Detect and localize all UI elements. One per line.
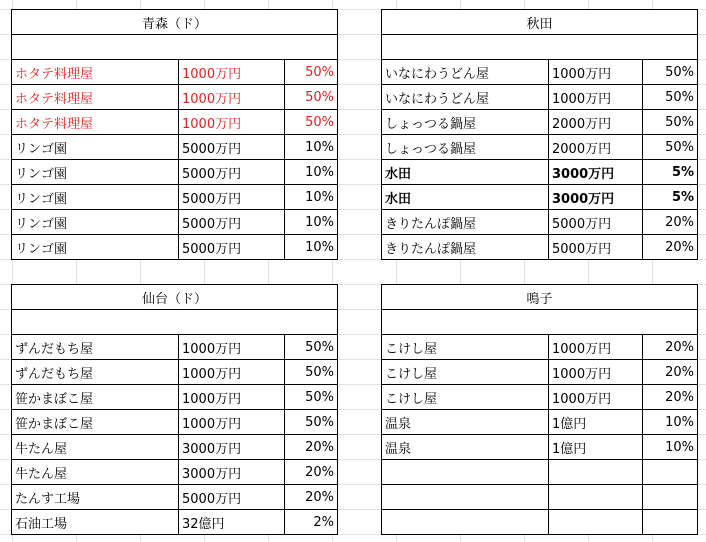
pct-cell[interactable]: 10%	[285, 185, 338, 210]
name-cell[interactable]: リンゴ園	[12, 235, 179, 260]
table-row	[12, 60, 338, 85]
amount-cell[interactable]: 1000万円	[179, 385, 285, 410]
amount-cell[interactable]: 3000万円	[549, 185, 643, 210]
amount-cell[interactable]: 1億円	[549, 435, 643, 460]
pct-cell[interactable]: 5%	[643, 185, 698, 210]
pct-cell[interactable]: 20%	[643, 385, 698, 410]
amount-cell[interactable]: 1000万円	[549, 60, 643, 85]
table-row	[382, 85, 698, 110]
table-row	[12, 85, 338, 110]
akita-blank-cell[interactable]	[382, 35, 698, 60]
name-cell[interactable]: 温泉	[382, 435, 549, 460]
table-row	[382, 160, 698, 185]
table-row	[382, 235, 698, 260]
table-row	[12, 510, 338, 535]
pct-cell[interactable]: 20%	[285, 485, 338, 510]
name-cell[interactable]: ホタテ料理屋	[12, 85, 179, 110]
amount-cell[interactable]: 1億円	[549, 410, 643, 435]
table-row	[382, 335, 698, 360]
aomori-blank-cell[interactable]	[12, 35, 338, 60]
name-cell[interactable]: こけし屋	[382, 360, 549, 385]
pct-cell[interactable]: 10%	[643, 410, 698, 435]
pct-cell[interactable]: 5%	[643, 160, 698, 185]
amount-cell[interactable]: 5000万円	[179, 160, 285, 185]
name-cell[interactable]: 温泉	[382, 410, 549, 435]
amount-cell[interactable]: 3000万円	[179, 435, 285, 460]
name-cell[interactable]: きりたんぽ鍋屋	[382, 210, 549, 235]
pct-cell[interactable]: 50%	[285, 360, 338, 385]
table-row	[12, 135, 338, 160]
table-row	[382, 510, 698, 535]
table-row	[12, 435, 338, 460]
name-cell[interactable]: リンゴ園	[12, 160, 179, 185]
amount-cell[interactable]: 1000万円	[179, 410, 285, 435]
amount-cell[interactable]: 2000万円	[549, 135, 643, 160]
pct-cell[interactable]: 50%	[285, 385, 338, 410]
name-cell[interactable]: こけし屋	[382, 385, 549, 410]
amount-cell[interactable]	[549, 460, 643, 485]
pct-cell[interactable]: 20%	[285, 460, 338, 485]
pct-cell[interactable]: 20%	[643, 235, 698, 260]
name-cell[interactable]: こけし屋	[382, 335, 549, 360]
amount-cell[interactable]: 5000万円	[179, 135, 285, 160]
amount-cell[interactable]: 1000万円	[549, 85, 643, 110]
amount-cell[interactable]: 1000万円	[179, 335, 285, 360]
pct-cell[interactable]: 50%	[643, 110, 698, 135]
pct-cell[interactable]	[643, 510, 698, 535]
name-cell[interactable]: しょっつる鍋屋	[382, 110, 549, 135]
name-cell[interactable]	[382, 510, 549, 535]
table-row	[12, 385, 338, 410]
pct-cell[interactable]: 10%	[285, 210, 338, 235]
name-cell[interactable]: リンゴ園	[12, 185, 179, 210]
name-cell[interactable]: 牛たん屋	[12, 460, 179, 485]
pct-cell[interactable]	[643, 460, 698, 485]
amount-cell[interactable]	[549, 510, 643, 535]
pct-cell[interactable]: 2%	[285, 510, 338, 535]
amount-cell[interactable]: 5000万円	[179, 185, 285, 210]
akita-title-cell[interactable]: 秋田	[382, 10, 698, 35]
amount-cell[interactable]: 3000万円	[179, 460, 285, 485]
table-row	[12, 210, 338, 235]
amount-cell[interactable]: 3000万円	[549, 160, 643, 185]
pct-cell[interactable]: 50%	[643, 60, 698, 85]
amount-cell[interactable]: 1000万円	[549, 360, 643, 385]
amount-cell[interactable]: 1000万円	[179, 60, 285, 85]
pct-cell[interactable]	[643, 485, 698, 510]
amount-cell[interactable]: 5000万円	[179, 235, 285, 260]
amount-cell[interactable]: 5000万円	[179, 210, 285, 235]
table-row	[382, 135, 698, 160]
name-cell[interactable]: ずんだもち屋	[12, 360, 179, 385]
name-cell[interactable]: 水田	[382, 185, 549, 210]
name-cell[interactable]: ホタテ料理屋	[12, 60, 179, 85]
name-cell[interactable]	[382, 460, 549, 485]
name-cell[interactable]: リンゴ園	[12, 210, 179, 235]
pct-cell[interactable]: 50%	[285, 60, 338, 85]
name-cell[interactable]: ホタテ料理屋	[12, 110, 179, 135]
table-row	[382, 110, 698, 135]
table-row	[12, 235, 338, 260]
table-row	[382, 485, 698, 510]
pct-cell[interactable]: 10%	[285, 135, 338, 160]
amount-cell[interactable]: 2000万円	[549, 110, 643, 135]
name-cell[interactable]: ずんだもち屋	[12, 335, 179, 360]
sendai-blank-cell[interactable]	[12, 310, 338, 335]
sendai-title-cell[interactable]: 仙台（ド）	[12, 285, 338, 310]
name-cell[interactable]: 笹かまぼこ屋	[12, 385, 179, 410]
pct-cell[interactable]: 10%	[643, 435, 698, 460]
table-row	[382, 435, 698, 460]
naruko-table	[381, 284, 698, 535]
table-row	[12, 485, 338, 510]
name-cell[interactable]: いなにわうどん屋	[382, 60, 549, 85]
table-row	[12, 335, 338, 360]
name-cell[interactable]: 石油工場	[12, 510, 179, 535]
pct-cell[interactable]: 50%	[643, 135, 698, 160]
amount-cell[interactable]: 5000万円	[549, 235, 643, 260]
name-cell[interactable]: 笹かまぼこ屋	[12, 410, 179, 435]
table-row	[382, 360, 698, 385]
amount-cell[interactable]: 5000万円	[179, 485, 285, 510]
table-row	[12, 360, 338, 385]
table-row	[382, 60, 698, 85]
name-cell[interactable]: たんす工場	[12, 485, 179, 510]
table-row	[12, 160, 338, 185]
name-cell[interactable]: 牛たん屋	[12, 435, 179, 460]
name-cell[interactable]: 水田	[382, 160, 549, 185]
aomori-table	[11, 9, 338, 260]
table-row	[382, 410, 698, 435]
table-row	[382, 385, 698, 410]
amount-cell[interactable]: 5000万円	[549, 210, 643, 235]
name-cell[interactable]: いなにわうどん屋	[382, 85, 549, 110]
name-cell[interactable]: リンゴ園	[12, 135, 179, 160]
amount-cell[interactable]: 1000万円	[549, 335, 643, 360]
name-cell[interactable]: しょっつる鍋屋	[382, 135, 549, 160]
amount-cell[interactable]: 1000万円	[179, 85, 285, 110]
sendai-table	[11, 284, 338, 535]
table-row	[12, 410, 338, 435]
naruko-title-cell[interactable]: 鳴子	[382, 285, 698, 310]
pct-cell[interactable]: 50%	[285, 335, 338, 360]
pct-cell[interactable]: 20%	[643, 210, 698, 235]
table-row	[12, 110, 338, 135]
pct-cell[interactable]: 20%	[643, 360, 698, 385]
pct-cell[interactable]: 20%	[285, 435, 338, 460]
name-cell[interactable]: きりたんぽ鍋屋	[382, 235, 549, 260]
pct-cell[interactable]: 50%	[285, 410, 338, 435]
akita-table	[381, 9, 698, 260]
pct-cell[interactable]: 20%	[643, 335, 698, 360]
table-row	[382, 460, 698, 485]
pct-cell[interactable]: 50%	[285, 110, 338, 135]
amount-cell[interactable]: 1000万円	[179, 110, 285, 135]
pct-cell[interactable]: 50%	[643, 85, 698, 110]
table-row	[382, 210, 698, 235]
name-cell[interactable]	[382, 485, 549, 510]
pct-cell[interactable]: 10%	[285, 235, 338, 260]
naruko-blank-cell[interactable]	[382, 310, 698, 335]
amount-cell[interactable]	[549, 485, 643, 510]
amount-cell[interactable]: 32億円	[179, 510, 285, 535]
pct-cell[interactable]: 50%	[285, 85, 338, 110]
amount-cell[interactable]: 1000万円	[549, 385, 643, 410]
table-row	[12, 460, 338, 485]
pct-cell[interactable]: 10%	[285, 160, 338, 185]
amount-cell[interactable]: 1000万円	[179, 360, 285, 385]
table-row	[12, 185, 338, 210]
table-row	[382, 185, 698, 210]
aomori-title-cell[interactable]: 青森（ド）	[12, 10, 338, 35]
